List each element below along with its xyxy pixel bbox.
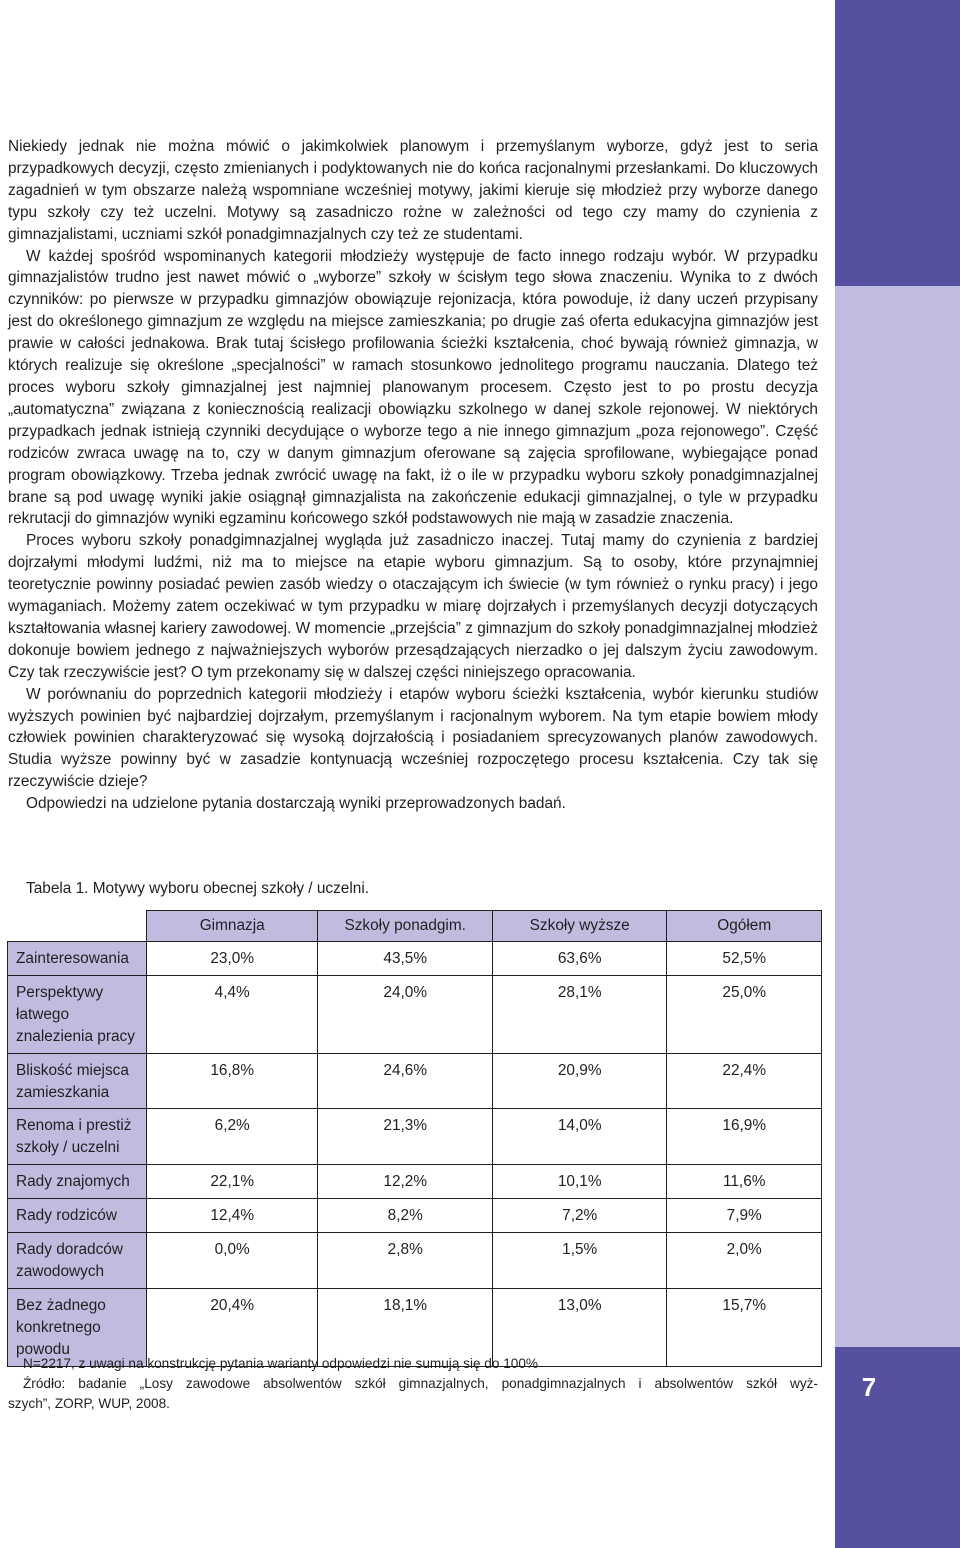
table-cell: 8,2% [318, 1199, 493, 1233]
table-caption: Tabela 1. Motywy wyboru obecnej szkoły / uczelni. [26, 880, 370, 897]
row-label: Zainteresowania [8, 942, 147, 976]
column-header: Ogółem [667, 911, 822, 942]
table-cell: 20,9% [492, 1053, 666, 1109]
table-cell: 23,0% [146, 942, 318, 976]
table-cell: 52,5% [667, 942, 822, 976]
table-cell: 22,1% [146, 1165, 318, 1199]
column-header: Szkoły wyższe [492, 911, 666, 942]
table-cell: 10,1% [492, 1165, 666, 1199]
table-row [8, 975, 822, 1053]
source-line-1: Źródło: badanie „Losy zawodowe absolwentów szkół gimnazjalnych, ponadgimnazjalnych i absolwentów szkół wyż- [23, 1376, 818, 1391]
table-cell: 11,6% [667, 1165, 822, 1199]
table-cell: 15,7% [667, 1288, 822, 1366]
table-cell: 12,2% [318, 1165, 493, 1199]
paragraph: W każdej spośród wspominanych kategorii młodzieży występuje de facto innego rodzaju wybór. W przypadku gimnazjalistów trudno jest nawet mówić o „wyborze” szkoły w ścisłym tego słowa znaczeniu. Wynika to z dwóch czynników: po pierwsze w przypadku gimnazjów obowiązuje rejonizacja, która powoduje, iż dany uczeń przypisany jest do określonego gimnazjum ze względu na miejsce zamieszkania; po drugie zaś oferta edukacyjna gimnazjów jest prawie w całości jednakowa. Brak tutaj ścisłego profilowania ścieżki kształcenia, choć bywają również gimnazja, w których realizuje się określone „specjalności” w ramach stosunkowo jednolitego programu nauczania. Dlatego też proces wyboru szkoły gimnazjalnej jest najmniej planowanym procesem. Często jest to po prostu decyzja „automatyczna” związana z koniecznością realizacji obowiązku szkolnego w danej szkole rejonowej. W niektórych przypadkach jednak istnieją czynniki decydujące o wyborze tego a nie innego gimnazjum „poza rejonowego”. Część rodziców zwraca uwagę na to, czy w danym gimnazjum oferowane są zajęcia sprofilowane, wybiegające ponad program obowiązkowy. Trzeba jednak zwrócić uwagę na fakt, iż o ile w przypadku wyboru szkoły ponadgimnazjalnej brane są pod uwagę wyniki jakie osiągnął gimnazjalista na zakończenie edukacji gimnazjalnej, o tyle w przypadku rekrutacji do gimnazjów wyniki egzaminu końcowego szkół podstawowych nie mają w zasadzie znaczenia. [8, 247, 818, 528]
row-label: Bliskość miejsca zamieszkania [8, 1053, 147, 1109]
row-label: Bez żadnego konkretnego powodu [8, 1288, 147, 1366]
table-cell: 16,9% [667, 1109, 822, 1165]
table-cell: 12,4% [146, 1199, 318, 1233]
table-cell: 21,3% [318, 1109, 493, 1165]
table-cell: 2,0% [667, 1233, 822, 1289]
table-row [8, 1233, 822, 1289]
row-label: Rady rodziców [8, 1199, 147, 1233]
table-note: N=2217, z uwagi na konstrukcję pytania warianty odpowiedzi nie sumują się do 100% [23, 1356, 538, 1371]
body-text [8, 136, 818, 815]
table-cell: 6,2% [146, 1109, 318, 1165]
source-citation [8, 1374, 818, 1413]
table-cell: 28,1% [492, 975, 666, 1053]
table-row [8, 1165, 822, 1199]
side-bar-top [835, 0, 960, 286]
row-label: Rady doradców zawodowych [8, 1233, 147, 1289]
table-cell: 14,0% [492, 1109, 666, 1165]
table-cell: 2,8% [318, 1233, 493, 1289]
table-row [8, 1109, 822, 1165]
table-cell: 4,4% [146, 975, 318, 1053]
table-cell: 1,5% [492, 1233, 666, 1289]
paragraph: Proces wyboru szkoły ponadgimnazjalnej wygląda już zasadniczo inaczej. Tutaj mamy do czynienia z bardziej dojrzałymi młodymi ludźmi, niż ma to miejsce na etapie wyboru gimnazjum. Są to osoby, które przynajmniej teoretycznie powinny posiadać pewien zasób wiedzy o otaczającym ich świecie (w tym również o rynku pracy) i jego wymaganiach. Możemy zatem oczekiwać w tym przypadku w miarę dojrzałych i przemyślanych decyzji dotyczących kształtowania własnej kariery zawodowej. W momencie „przejścia” z gimnazjum do szkoły ponadgimnazjalnej młodzież dokonuje bowiem jednego z najważniejszych wyborów przesądzających nierzadko o jej dalszym życiu zawodowym. Czy tak rzeczywiście jest? O tym przekonamy się w dalszej części niniejszego opracowania. [8, 532, 818, 681]
table-cell: 24,6% [318, 1053, 493, 1109]
side-bar-middle [835, 286, 960, 1347]
table-cell: 7,9% [667, 1199, 822, 1233]
page-number: 7 [861, 1372, 877, 1402]
table-cell: 16,8% [146, 1053, 318, 1109]
table-row [8, 1053, 822, 1109]
table-cell: 43,5% [318, 942, 493, 976]
table-cell: 18,1% [318, 1288, 493, 1366]
table-cell: 0,0% [146, 1233, 318, 1289]
column-header: Gimnazja [146, 911, 318, 942]
table-cell: 63,6% [492, 942, 666, 976]
table-cell: 22,4% [667, 1053, 822, 1109]
table-row [8, 1199, 822, 1233]
row-label: Perspektywy łatwego znalezienia pracy [8, 975, 147, 1053]
paragraph: W porównaniu do poprzednich kategorii młodzieży i etapów wyboru ścieżki kształcenia, wybór kierunku studiów wyższych powinien być najbardziej dojrzałym, przemyślanym i racjonalnym wyborem. Na tym etapie bowiem młody człowiek powinien charakteryzować się wysoką dojrzałością i posiadaniem sprecyzowanych planów zawodowych. Studia wyższe powinny być w zasadzie kontynuacją wcześniej rozpoczętego procesu kształcenia. Czy tak się rzeczywiście dzieje? [8, 685, 818, 791]
table-header-row [8, 911, 822, 942]
row-label: Rady znajomych [8, 1165, 147, 1199]
row-label: Renoma i prestiż szkoły / uczelni [8, 1109, 147, 1165]
table-corner [8, 911, 147, 942]
table-cell: 13,0% [492, 1288, 666, 1366]
source-line-2: szych”, ZORP, WUP, 2008. [8, 1395, 170, 1411]
table-cell: 25,0% [667, 975, 822, 1053]
paragraph: Odpowiedzi na udzielone pytania dostarczają wyniki przeprowadzonych badań. [26, 795, 566, 813]
table-cell: 20,4% [146, 1288, 318, 1366]
paragraph: Niekiedy jednak nie można mówić o jakimkolwiek planowym i przemyślanym wyborze, gdyż jest to seria przypadkowych decyzji, często zmienianych i podyktowanych nie do końca racjonalnymi przesłankami. Do kluczowych zagadnień w tym obszarze należą wspomniane wcześniej motywy, jakimi kieruje się młodzież przy wyborze danego typu szkoły czy też uczelni. Motywy są zasadniczo rożne w zależności od tego czy mamy do czynienia z gimnazjalistami, uczniami szkół ponadgimnazjalnych czy też ze studentami. [8, 138, 818, 243]
column-header: Szkoły ponadgim. [318, 911, 493, 942]
table-cell: 7,2% [492, 1199, 666, 1233]
table-row [8, 942, 822, 976]
table-cell: 24,0% [318, 975, 493, 1053]
motives-table [7, 910, 822, 1367]
